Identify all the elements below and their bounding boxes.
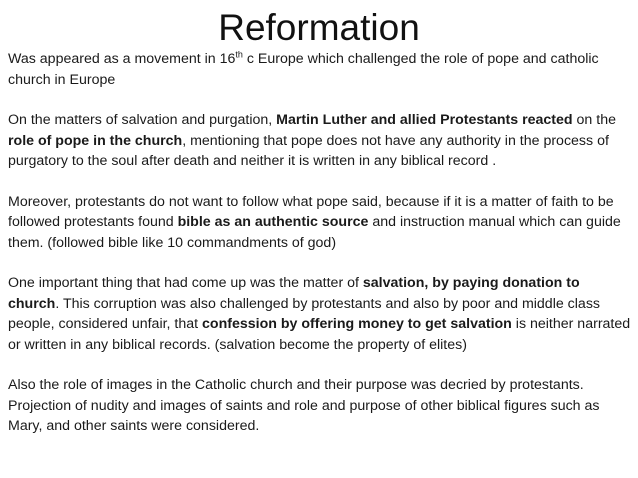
- paragraph-text: On the matters of salvation and purgation,: [8, 112, 277, 128]
- paragraph-text: , mentioning that pope does not have any authority in the process of purgatory to the soul after death and neither it is written in any biblical record .: [8, 132, 609, 169]
- paragraph-text: is neither narrated or written in any biblical records. (salvation become the property of elites): [8, 316, 631, 353]
- paragraph-salvation-donation: [8, 273, 632, 355]
- paragraph-text: . This corruption was also challenged by protestants and also by poor and middle class people, considered unfair, that: [8, 295, 601, 332]
- slide-title: Reformation: [218, 7, 420, 48]
- paragraph-images: [8, 375, 632, 437]
- bold-phrase: bible as an authentic source: [177, 214, 369, 230]
- paragraph-text: and instruction manual which can guide them. (followed bible like 10 commandments of god): [8, 214, 621, 251]
- paragraph-text: Was appeared as a movement in 16: [8, 51, 236, 67]
- paragraph-salvation-purgation: [8, 110, 632, 172]
- bold-phrase: salvation, by paying donation to church: [8, 275, 580, 312]
- paragraph-bible-authority: [8, 192, 632, 254]
- slide-body: [8, 49, 632, 457]
- paragraph-intro: [8, 49, 632, 90]
- paragraph-text: Also the role of images in the Catholic church and their purpose was decried by protestants. Projection of nudity and images of saints and role and purpose of other biblical figures such as Mary, and other saints were considered.: [8, 377, 600, 434]
- bold-phrase: role of pope in the church: [8, 132, 183, 149]
- paragraph-text: c Europe which challenged the role of pope and catholic church in Europe: [8, 51, 599, 88]
- bold-phrase: Martin Luther and allied Protestants reacted: [276, 112, 573, 128]
- bold-phrase: confession by offering money to get salvation: [202, 316, 512, 332]
- paragraph-text: One important thing that had come up was the matter of: [8, 275, 363, 291]
- paragraph-text: on the: [572, 112, 616, 128]
- ordinal-suffix: th: [235, 49, 243, 60]
- paragraph-text: Moreover, protestants do not want to follow what pope said, because if it is a matter of faith to be followed protestants found: [8, 193, 614, 230]
